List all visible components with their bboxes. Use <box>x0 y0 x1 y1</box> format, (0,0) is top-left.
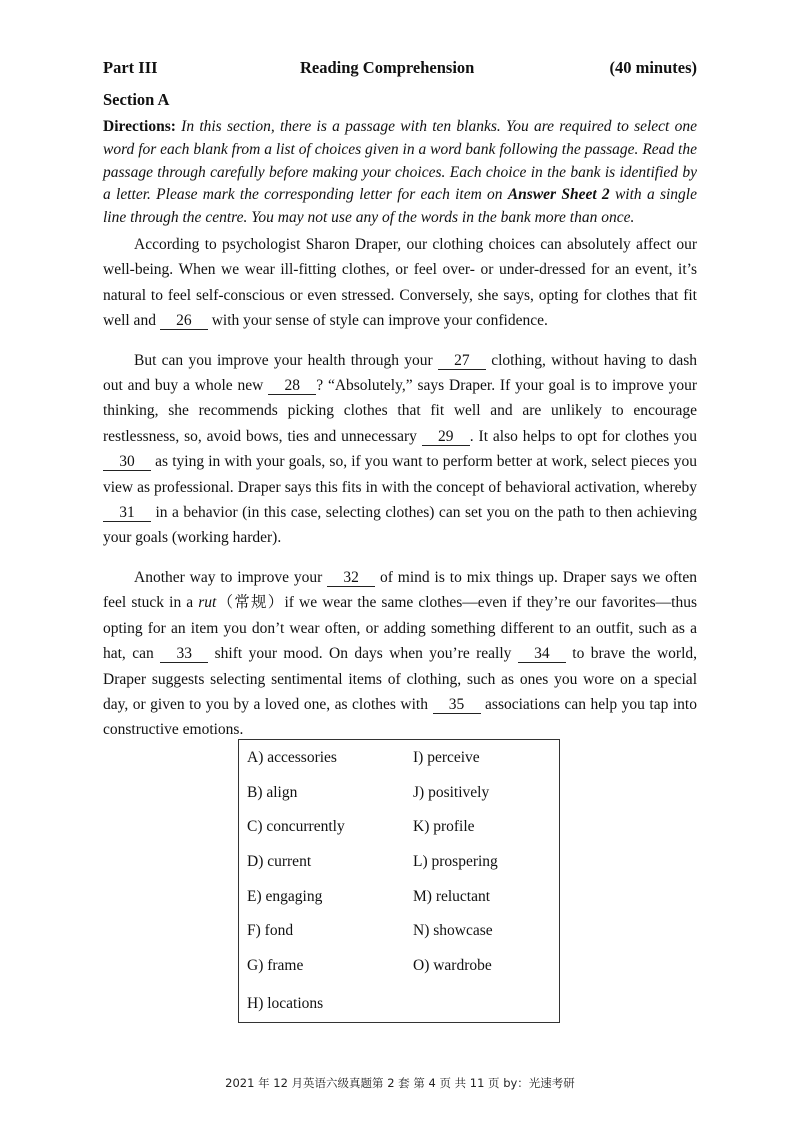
bank-option-a: A) accessories <box>247 749 337 766</box>
blank-29: 29 <box>422 428 470 446</box>
text: shift your mood. On days when you’re really <box>208 645 518 663</box>
text: ? “Absolutely,” says Draper. If your goal is to improve your thinking, she recommends picking clothes that fit well and are unlikely to encourage restlessness, so, avoid bows, ties and unnecessary <box>103 377 697 445</box>
bank-option-n: N) showcase <box>413 922 493 939</box>
bank-option-j: J) positively <box>413 784 490 801</box>
word-bank <box>238 739 560 1023</box>
part-label: Part III <box>103 58 158 77</box>
directions-text: In this section, there is a passage with ten blanks. You are required to select one word for each blank from a list of choices given in a word bank following the passage. Read the passage through carefully before making your choices. Each choice in the bank is identified by a letter. Please mark the corresponding letter for each item on <box>103 118 697 204</box>
paragraph-1 <box>103 232 697 334</box>
bank-option-l: L) prospering <box>413 853 498 870</box>
section-title: Section A <box>103 90 170 109</box>
text: . It also helps to opt for clothes you <box>469 427 697 445</box>
blank-31: 31 <box>103 504 151 522</box>
blank-33: 33 <box>160 645 208 663</box>
page-footer: 2021 年 12 月英语六级真题第 2 套 第 4 页 共 11 页 by：光速考研 <box>225 1076 575 1090</box>
text: with your sense of style can improve your confidence. <box>207 312 548 330</box>
paragraph-2 <box>103 348 697 551</box>
text: as tying in with your goals, so, if you want to perform better at work, select pieces you view as professional. Draper says this fits in with the concept of behavioral activation, whereby <box>103 453 697 496</box>
bank-option-d: D) current <box>247 853 312 870</box>
answer-sheet-ref: Answer Sheet 2 <box>507 186 610 204</box>
blank-32: 32 <box>327 569 375 587</box>
directions-text-end: with a single line through the centre. You may not use any of the words in the bank more than once. <box>103 186 697 227</box>
bank-option-b: B) align <box>247 784 298 801</box>
bank-option-k: K) profile <box>413 818 475 835</box>
text: （常规）if we wear the same clothes—even if they’re our favorites—thus opting for an item you don’t wear often, or adding something different to an outfit, such as a hat, can <box>103 594 697 663</box>
blank-26: 26 <box>160 312 208 330</box>
rut-word: rut <box>198 594 217 612</box>
blank-30: 30 <box>103 453 151 471</box>
bank-option-c: C) concurrently <box>247 818 345 835</box>
bank-option-o: O) wardrobe <box>413 957 492 974</box>
blank-34: 34 <box>518 645 566 663</box>
passage <box>103 232 697 757</box>
part-header <box>103 58 697 82</box>
bank-option-h: H) locations <box>247 995 324 1012</box>
directions-label: Directions: <box>103 118 176 135</box>
text: But can you improve your health through your <box>134 351 438 369</box>
text: of mind is to mix things up. Draper says we often feel stuck in a <box>103 568 697 612</box>
text: in a behavior (in this case, selecting clothes) can set you on the path to then achieving your goals (working harder). <box>103 504 697 547</box>
blank-28: 28 <box>268 377 316 395</box>
text: clothing, without having to dash out and buy a whole new <box>103 351 697 395</box>
blank-27: 27 <box>438 352 486 370</box>
time-limit: (40 minutes) <box>609 58 697 77</box>
bank-option-f: F) fond <box>247 922 294 939</box>
part-title: Reading Comprehension <box>300 58 475 77</box>
text: to brave the world, Draper suggests selecting sentimental items of clothing, such as ones you wore on a special day, or given to you by a loved one, as clothes with <box>103 645 697 713</box>
paragraph-3 <box>103 565 697 743</box>
bank-option-e: E) engaging <box>247 888 323 905</box>
bank-option-g: G) frame <box>247 957 304 974</box>
text: associations can help you tap into constructive emotions. <box>103 695 697 739</box>
text: Another way to improve your <box>134 568 328 586</box>
bank-option-i: I) perceive <box>413 749 480 766</box>
blank-35: 35 <box>433 696 481 714</box>
text: According to psychologist Sharon Draper, our clothing choices can absolutely affect our well-being. When we wear ill-fitting clothes, or feel over- or under-dressed for an event, it’s natural to feel self-conscious or even stressed. Conversely, she says, opting for clothes that fit well and <box>103 236 697 330</box>
directions <box>103 116 697 230</box>
bank-option-m: M) reluctant <box>413 888 491 905</box>
